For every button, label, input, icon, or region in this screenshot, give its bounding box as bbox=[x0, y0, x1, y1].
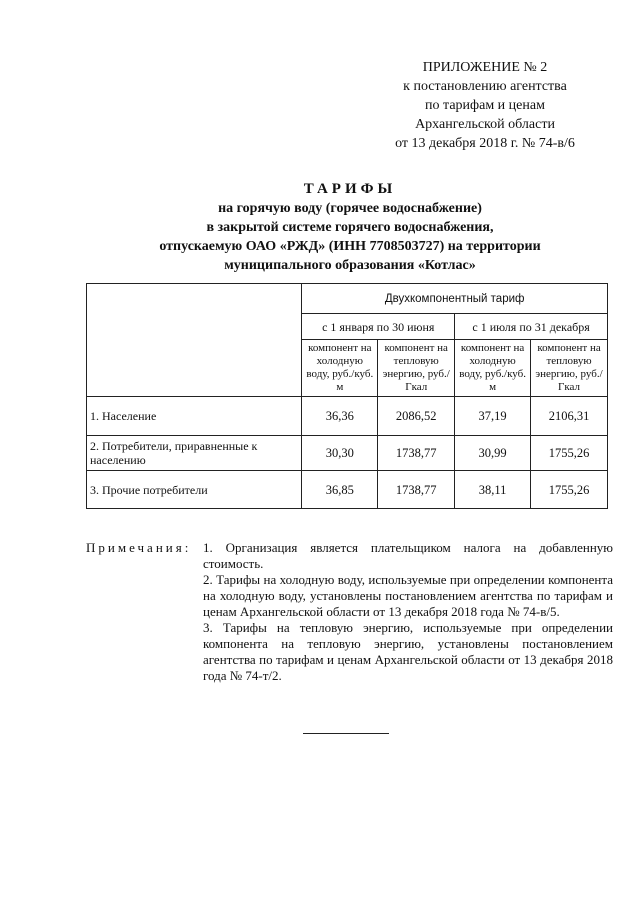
tariff-value: 30,30 bbox=[302, 436, 378, 471]
appendix-line: к постановлению агентства bbox=[403, 79, 567, 94]
tariff-table bbox=[86, 283, 608, 509]
title-line: отпускаемую ОАО «РЖД» (ИНН 7708503727) на территории bbox=[159, 239, 541, 254]
closing-divider bbox=[303, 733, 389, 734]
tariff-value: 1738,77 bbox=[378, 436, 455, 471]
document-title bbox=[90, 180, 610, 275]
row-label: 2. Потребители, приравненные к населению bbox=[87, 436, 302, 471]
tariff-value: 1755,26 bbox=[531, 471, 608, 509]
tariff-value: 30,99 bbox=[455, 436, 531, 471]
table-corner-cell bbox=[87, 284, 302, 397]
note-item: 1. Организация является плательщиком налога на добавленную стоимость. bbox=[203, 540, 613, 571]
appendix-date: от 13 декабря 2018 г. № 74-в/6 bbox=[395, 136, 575, 151]
table-row bbox=[87, 471, 608, 509]
group-header: Двухкомпонентный тариф bbox=[302, 284, 608, 314]
row-label: 1. Население bbox=[87, 397, 302, 436]
note-item: 3. Тарифы на тепловую энергию, используемые при определении компонента на тепловую энергию, установлены постановлением агентства по тарифам и ценам Архангельской области от 13 декабря 2018 года № 74-т/2. bbox=[203, 620, 613, 683]
row-label: 3. Прочие потребители bbox=[87, 471, 302, 509]
title-line: на горячую воду (горячее водоснабжение) bbox=[218, 201, 482, 216]
note-item: 2. Тарифы на холодную воду, используемые при определении компонента на холодную воду, установлены постановлением агентства по тарифам и ценам Архангельской области от 13 декабря 2018 года № 74-в/5. bbox=[203, 572, 613, 619]
notes-list bbox=[203, 540, 613, 684]
tariff-value: 2106,31 bbox=[531, 397, 608, 436]
tariff-value: 36,36 bbox=[302, 397, 378, 436]
title-line: в закрытой системе горячего водоснабжения, bbox=[206, 220, 494, 235]
component-header: компонент на тепловую энергию, руб./Гкал bbox=[378, 340, 455, 397]
notes-label: Примечания: bbox=[86, 540, 192, 555]
table-row bbox=[87, 436, 608, 471]
tariff-value: 37,19 bbox=[455, 397, 531, 436]
tariff-value: 1755,26 bbox=[531, 436, 608, 471]
table-row bbox=[87, 397, 608, 436]
appendix-header bbox=[340, 58, 630, 153]
title-heading: ТАРИФЫ bbox=[303, 181, 397, 197]
tariff-value: 38,11 bbox=[455, 471, 531, 509]
period-header: с 1 июля по 31 декабря bbox=[455, 314, 608, 340]
title-line: муниципального образования «Котлас» bbox=[224, 258, 476, 273]
tariff-value: 1738,77 bbox=[378, 471, 455, 509]
component-header: компонент на холодную воду, руб./куб. м bbox=[302, 340, 378, 397]
component-header: компонент на тепловую энергию, руб./Гкал bbox=[531, 340, 608, 397]
period-header: с 1 января по 30 июня bbox=[302, 314, 455, 340]
appendix-number: ПРИЛОЖЕНИЕ № 2 bbox=[422, 60, 548, 75]
component-header: компонент на холодную воду, руб./куб. м bbox=[455, 340, 531, 397]
appendix-line: по тарифам и ценам bbox=[425, 98, 545, 113]
tariff-value: 2086,52 bbox=[378, 397, 455, 436]
appendix-line: Архангельской области bbox=[415, 117, 555, 132]
tariff-value: 36,85 bbox=[302, 471, 378, 509]
